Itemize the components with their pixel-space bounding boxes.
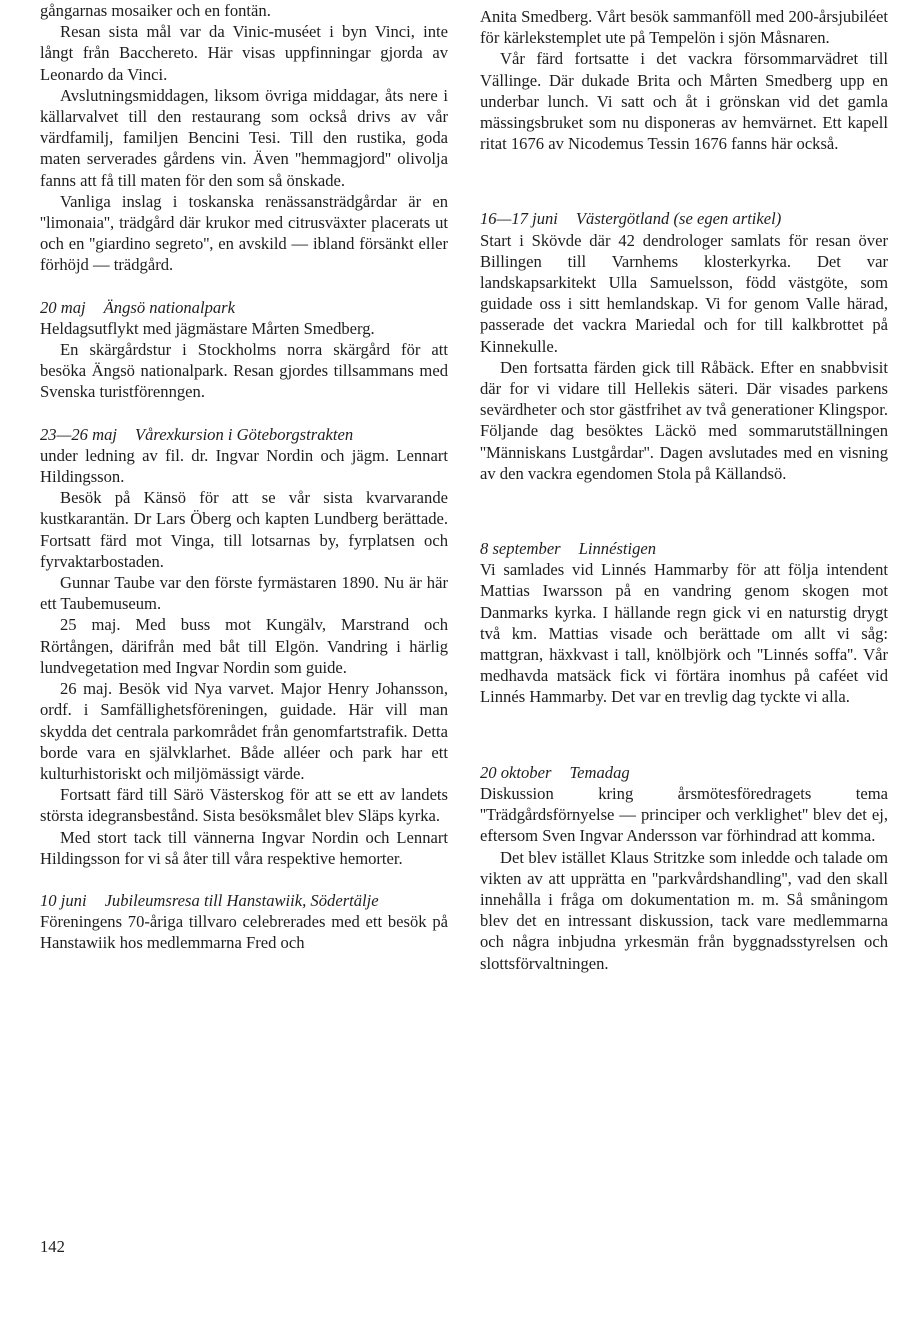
paragraph: Vi samlades vid Linnés Hammarby för att följa intendent Mattias Iwarsson på en vandring genom skogen mot Danmarks kyrka. I hällande regn gick vi en naturstig drygt två km. Mattias visade och berättade om allt vi såg: mattgran, häxkvast i tall, knölbjörk och ''Linnés soffa''. Vår medhavda matsäck fick vi förtära inomhus på caféet vid Linnés Hammarby. Det var en trevlig dag tyckte vi alla. [480, 560, 888, 707]
event-title: Jubileumsresa till Hanstawiik, Södertälje [104, 890, 379, 910]
event-date: 20 oktober [480, 762, 552, 782]
paragraph: gångarnas mosaiker och en fontän. [40, 1, 271, 20]
paragraph: 26 maj. Besök vid Nya varvet. Major Henry Johansson, ordf. i Samfällighetsföreningen, guidade. Här vill man skydda det centrala parkområdet från genomfartstrafik. Detta borde vara en självklarhet. Både alléer och park har ett kulturhistoriskt och miljömässigt värde. [40, 679, 448, 783]
paragraph: Heldagsutflykt med jägmästare Mårten Smedberg. [40, 318, 375, 338]
paragraph: Avslutningsmiddagen, liksom övriga middagar, åts nere i källarvalvet till den restaurang som också drivs av vår värdfamilj, familjen Bencini Tesi. Till den rustika, goda maten serverades gårdens vin. Även ''hemmagjord'' olivolja fanns att få till maten för den som så önskade. [40, 85, 448, 190]
paragraph: 25 maj. Med buss mot Kungälv, Marstrand och Rörtången, därifrån med båt till Elgön. Vandring i härlig lundvegetation med Ingvar Nordin som guide. [40, 615, 448, 677]
paragraph: Vår färd fortsatte i det vackra försommarvädret till Vällinge. Där dukade Brita och Mårten Smedberg upp en underbar lunch. Vi satt och åt i grönskan vid det gamla mässingsbruket som nu disponeras av hemvärnet. Ett kapell ritat 1676 av Nicodemus Tessin 1676 fanns här också. [480, 49, 888, 154]
event-heading [40, 297, 448, 318]
event-title: Västergötland (se egen artikel) [575, 209, 782, 229]
event-date: 10 juni [40, 890, 87, 910]
paragraph: Vanliga inslag i toskanska renässansträdgårdar är en ''limonaia'', trädgård där krukor med citrusväxter placerats ut och en ''giardino segreto'', en avskild — ibland försänkt eller förhöjd — trädgård. [40, 191, 448, 275]
paragraph: Anita Smedberg. Vårt besök sammanföll med 200-årsjubiléet för kärlekstemplet ute på Tempelön i sjön Måsnaren. [480, 7, 888, 48]
paragraph: Gunnar Taube var den förste fyrmästaren 1890. Nu är här ett Taubemuseum. [40, 573, 448, 614]
event-date: 20 maj [40, 297, 86, 317]
event-date: 23—26 maj [40, 424, 117, 444]
event-title: Vårexkursion i Göteborgstrakten [134, 424, 354, 444]
paragraph: Resan sista mål var da Vinic-muséet i byn Vinci, inte långt från Bacchereto. Här visas uppfinningar gjorda av Leonardo da Vinci. [40, 22, 448, 84]
left-column [40, 0, 448, 954]
paragraph: Den fortsatta färden gick till Råbäck. Efter en snabbvisit där for vi vidare till Hellekis säteri. Där visades parkens sevärdheter och stor gästfrihet av två generationer Klingspor. Följande dag besöktes Läckö med sommarutställningen ''Människans Lustgårdar''. Dagen avslutades med en visning av den vackra egendomen Stola på Källandsö. [480, 357, 888, 483]
paragraph: Det blev istället Klaus Stritzke som inledde och talade om vikten av att upprätta en ''parkvårdshandling'', vad den skall innehålla i fråga om dokumentation m. m. Så småningom blev det en intressant diskussion, tack vare medlemmarna och några inbjudna yrkesmän från byggnadsstyrelsen och slottsförvaltningen. [480, 847, 888, 973]
paragraph: Fortsatt färd till Särö Västerskog för att se ett av landets största idegransbestånd. Sista besöksmålet blev Släps kyrka. [40, 785, 448, 826]
event-heading [40, 424, 448, 445]
right-column [480, 6, 888, 974]
event-heading [480, 762, 888, 783]
event-title: Temadag [569, 762, 630, 782]
event-date: 16—17 juni [480, 209, 558, 229]
event-title: Ängsö nationalpark [103, 297, 236, 317]
event-heading [480, 208, 888, 229]
paragraph: Diskussion kring årsmötesföredragets tema ''Trädgårdsförnyelse — principer och verklighet'' blev det ej, eftersom Sven Ingvar Andersson var förhindrad att komma. [480, 783, 888, 846]
paragraph: Med stort tack till vännerna Ingvar Nordin och Lennart Hildingsson for vi så åter till våra respektive hemorter. [40, 827, 448, 868]
paragraph: En skärgårdstur i Stockholms norra skärgård för att besöka Ängsö nationalpark. Resan gjordes tillsammans med Svenska turistförenngen. [40, 340, 448, 402]
paragraph: Besök på Känsö för att se vår sista kvarvarande kustkarantän. Dr Lars Öberg och kapten Lundberg berättade. Fortsatt färd mot Vinga, till lotsarnas by, fyrplatsen och fyrvaktarbostaden. [40, 488, 448, 571]
event-date: 8 september [480, 539, 561, 559]
paragraph: Föreningens 70-åriga tillvaro celebrerades med ett besök på Hanstawiik hos medlemmarna Fred och [40, 912, 448, 953]
paragraph: under ledning av fil. dr. Ingvar Nordin och jägm. Lennart Hildingsson. [40, 445, 448, 487]
event-heading [40, 890, 448, 911]
page-number: 142 [40, 1237, 65, 1256]
event-heading [480, 538, 888, 559]
paragraph: Start i Skövde där 42 dendrologer samlats för resan över Billingen till Varnhems klosterkyrka. Det var landskapsarkitekt Ulla Samuelsson, född västgöte, som guidade oss i sitt hemlandskap. Vi for genom Valle härad, passerade det vackra Mariedal och for till kalkbrottet på Kinnekulle. [480, 230, 888, 356]
event-title: Linnéstigen [578, 539, 657, 559]
